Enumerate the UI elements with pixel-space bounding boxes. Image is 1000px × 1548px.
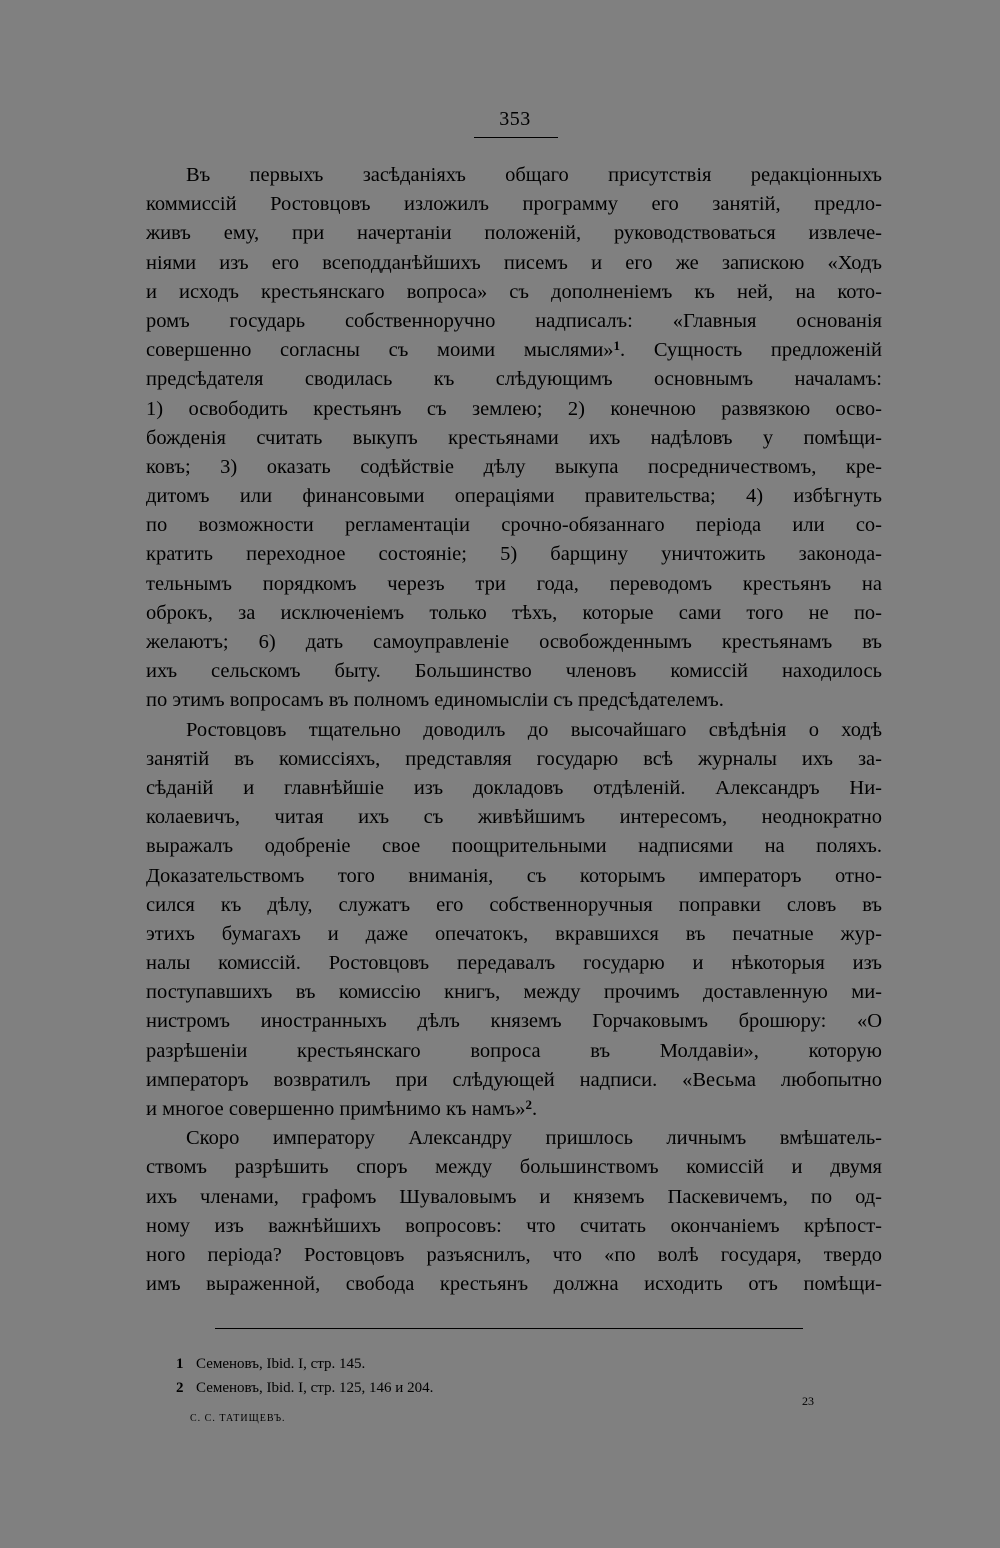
text-line: колаевичъ, читая ихъ съ живѣйшимъ интересомъ, неоднократно xyxy=(146,806,882,829)
printer-signature: С. С. ТАТИЩЕВЪ. xyxy=(190,1413,286,1424)
text-line: разрѣшеніи крестьянскаго вопроса въ Молдавіи», которую xyxy=(146,1039,882,1062)
sheet-number: 23 xyxy=(802,1394,814,1408)
text-line: живъ ему, при начертаніи положеній, руководствоваться извлече- xyxy=(146,222,882,245)
text-line: Ростовцовъ тщательно доводилъ до высочайшаго свѣдѣнія о ходѣ xyxy=(186,718,882,741)
text-line: кратить переходное состояніе; 5) барщину уничтожить законода- xyxy=(146,543,882,566)
text-line: выражалъ одобреніе свое поощрительными надписями на поляхъ. xyxy=(146,835,882,858)
text-line: предсѣдателя сводилась къ слѣдующимъ основнымъ началамъ: xyxy=(146,368,882,391)
text-line: сѣданій и главнѣйшіе изъ докладовъ отдѣленій. Александръ Ни- xyxy=(146,776,882,799)
text-line: ромъ государь собственноручно надписалъ: «Главныя основанія xyxy=(146,309,882,332)
text-line: и исходъ крестьянскаго вопроса» съ дополненіемъ къ ней, на кото- xyxy=(146,280,882,303)
footnote-mark: 1 xyxy=(176,1356,184,1372)
text-line: 1) освободить крестьянъ съ землею; 2) конечною развязкою осво- xyxy=(146,397,882,420)
text-line: тельнымъ порядкомъ черезъ три года, переводомъ крестьянъ на xyxy=(146,572,882,595)
footnote-1 xyxy=(176,1352,676,1376)
text-line: ного періода? Ростовцовъ разъяснилъ, что «по волѣ государя, твердо xyxy=(146,1243,882,1266)
text-line: ковъ; 3) оказать содѣйствіе дѣлу выкупа посредничествомъ, кре- xyxy=(146,455,882,478)
text-line: по возможности регламентаціи срочно-обязаннаго періода или со- xyxy=(146,514,882,537)
text-line: дитомъ или финансовыми операціями правительства; 4) избѣгнуть xyxy=(146,485,882,508)
text-line: божденія считать выкупъ крестьянами ихъ надѣловъ у помѣщи- xyxy=(146,426,882,449)
footnote-ref: 1 xyxy=(613,338,621,354)
footnote-2 xyxy=(176,1376,676,1400)
page-number: 353 xyxy=(499,108,531,130)
text-line: налы комиссій. Ростовцовъ передавалъ государю и нѣкоторыя изъ xyxy=(146,952,882,975)
text-line: ствомъ разрѣшить споръ между большинствомъ комиссій и двумя xyxy=(146,1156,882,1179)
text-line: оброкъ, за исключеніемъ только тѣхъ, которые сами того не по- xyxy=(146,601,882,624)
text-line: ихъ сельскомъ быту. Большинство членовъ комиссій находилось xyxy=(146,660,882,683)
text-line: ному изъ важнѣйшихъ вопросовъ: что считать окончаніемъ крѣпост- xyxy=(146,1214,882,1237)
footnote-mark: 2 xyxy=(176,1380,184,1396)
footnote-text: Семеновъ, Ibid. I, стр. 125, 146 и 204. xyxy=(196,1380,434,1396)
text-line: нистромъ иностранныхъ дѣлъ княземъ Горчаковымъ брошюру: «О xyxy=(146,1010,882,1033)
body-text xyxy=(146,161,882,1299)
text-line: императоръ возвратилъ при слѣдующей надписи. «Весьма любопытно xyxy=(146,1068,882,1091)
text-line: имъ выраженной, свобода крестьянъ должна исходить отъ помѣщи- xyxy=(146,1273,882,1296)
text-line: и многое совершенно примѣнимо къ намъ»$^2$. xyxy=(146,1097,538,1120)
text-line: совершенно согласны съ моими мыслями»$^1$. Сущность предложеній xyxy=(146,338,882,362)
text-line: Доказательствомъ того вниманія, съ которымъ императоръ отно- xyxy=(146,864,882,887)
text-line: ихъ членами, графомъ Шуваловымъ и княземъ Паскевичемъ, по од- xyxy=(146,1185,882,1208)
text-line: Скоро императору Александру пришлось личнымъ вмѣшатель- xyxy=(186,1127,882,1150)
text-line: желаютъ; 6) дать самоуправленіе освобожденнымъ крестьянамъ въ xyxy=(146,631,882,653)
text-line: Въ первыхъ засѣданіяхъ общаго присутствія редакціонныхъ xyxy=(186,164,882,186)
text-line: коммиссій Ростовцовъ изложилъ программу его занятій, предло- xyxy=(146,193,882,216)
footnotes xyxy=(176,1352,676,1400)
text-line: по этимъ вопросамъ въ полномъ единомысліи съ предсѣдателемъ. xyxy=(146,689,724,712)
header-rule xyxy=(474,137,558,138)
footnote-rule xyxy=(215,1328,803,1329)
text-line: ніями изъ его всеподданѣйшихъ писемъ и его же запискою «Ходъ xyxy=(146,251,882,274)
footnote-text: Семеновъ, Ibid. I, стр. 145. xyxy=(196,1356,366,1372)
text-line: поступавшихъ въ комиссію книгъ, между прочимъ доставленную ми- xyxy=(146,981,882,1004)
text-line: этихъ бумагахъ и даже опечатокъ, вкравшихся въ печатные жур- xyxy=(146,922,882,945)
footnote-ref: 2 xyxy=(525,1097,533,1112)
text-line: занятій въ комиссіяхъ, представляя государю всѣ журналы ихъ за- xyxy=(146,747,882,770)
text-line: сился къ дѣлу, служатъ его собственноручныя поправки словъ въ xyxy=(146,893,882,916)
